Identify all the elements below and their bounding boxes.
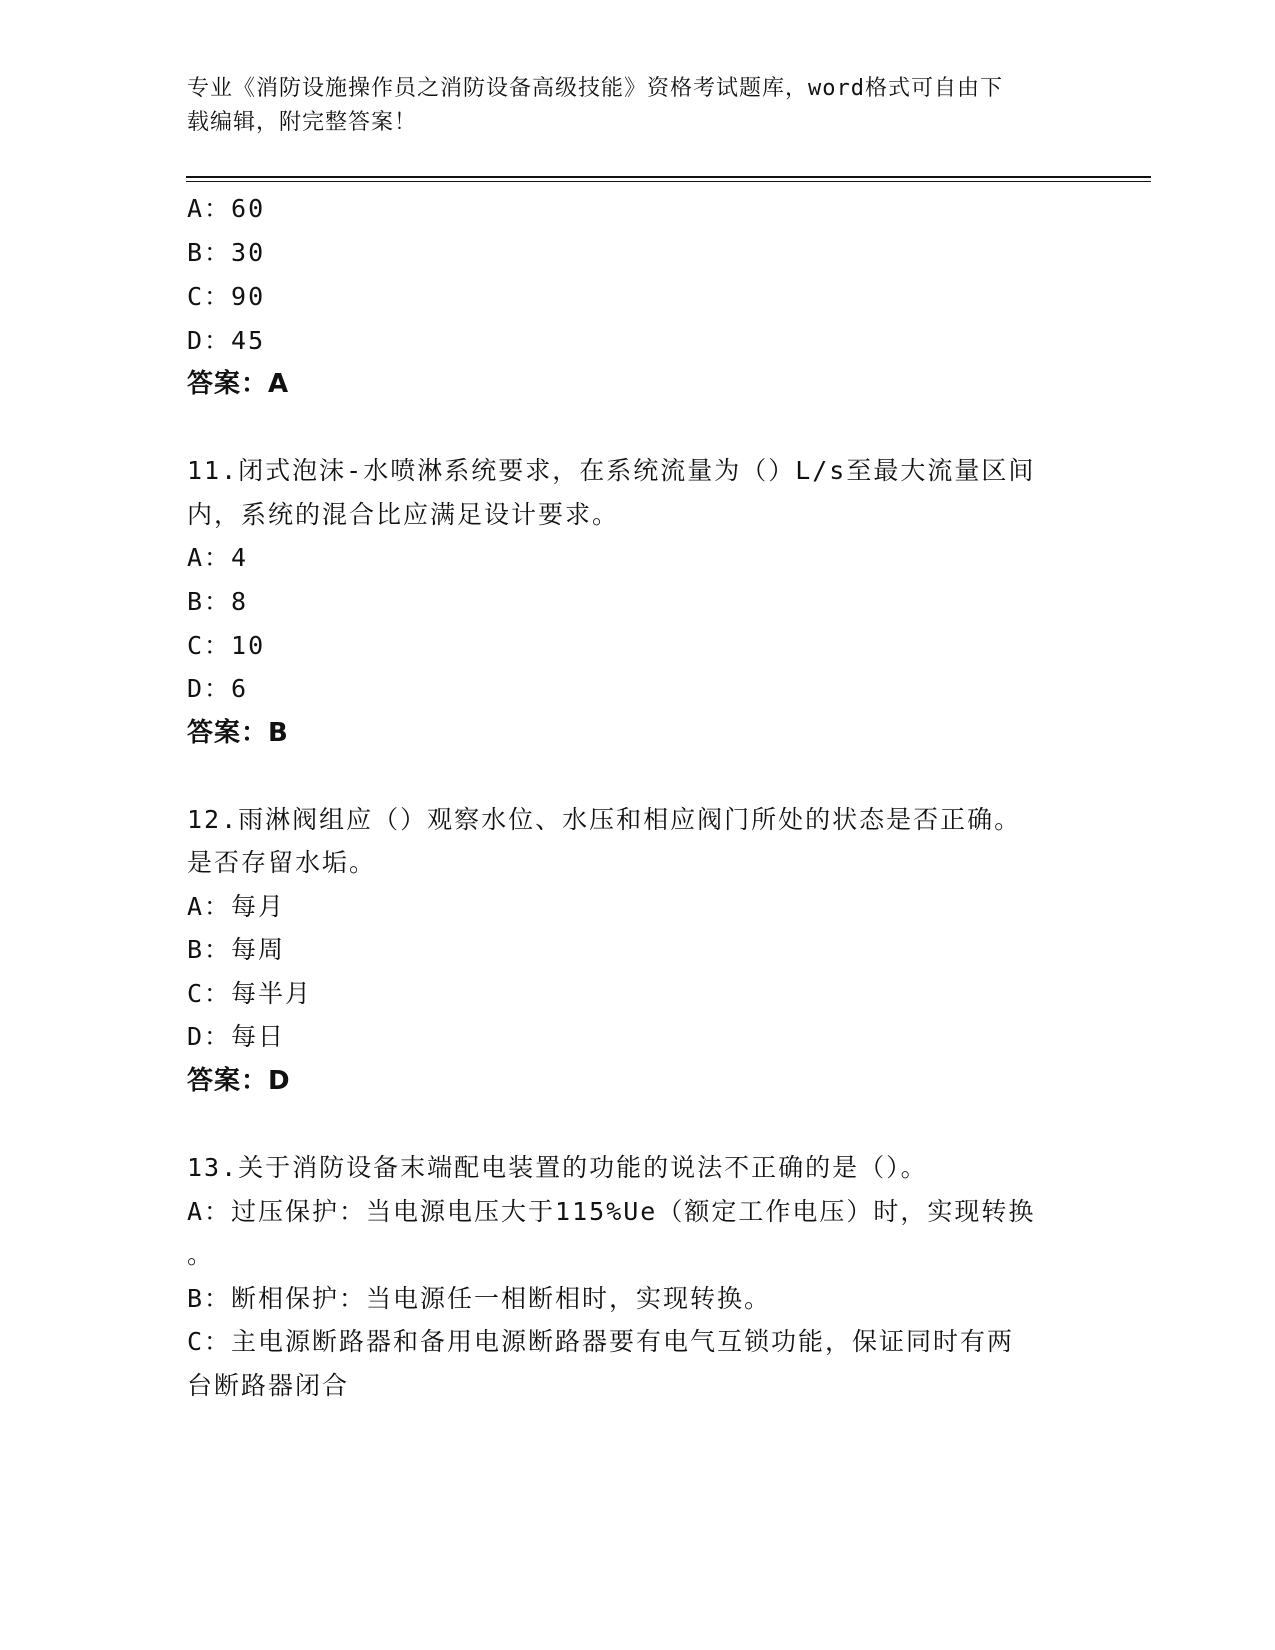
q12-option-b: B：每周: [187, 935, 286, 964]
header-line-1: 专业《消防设施操作员之消防设备高级技能》资格考试题库，word格式可自由下: [187, 76, 1003, 101]
q11-option-c: C：10: [187, 631, 266, 660]
q10-option-d: D：45: [187, 326, 266, 355]
header-line-2: 载编辑，附完整答案！: [187, 110, 418, 135]
q12-option-d: D：每日: [187, 1022, 286, 1051]
q11-option-d: D：6: [187, 674, 249, 703]
q11-answer: 答案：B: [187, 718, 289, 748]
q12-answer: 答案：D: [187, 1066, 291, 1096]
q10-option-a: A：60: [187, 194, 266, 223]
q10-answer: 答案：A: [187, 369, 290, 399]
header-divider-thin: [186, 181, 1151, 182]
q12-stem-line-1: 12.雨淋阀组应（）观察水位、水压和相应阀门所处的状态是否正确。: [187, 805, 1022, 834]
q12-option-a: A：每月: [187, 892, 286, 921]
q10-option-b: B：30: [187, 238, 266, 267]
q11-stem-line-2: 内，系统的混合比应满足设计要求。: [187, 500, 620, 529]
q12-stem-line-2: 是否存留水垢。: [187, 848, 377, 877]
q13-stem-line-1: 13.关于消防设备末端配电装置的功能的说法不正确的是（）。: [187, 1153, 928, 1182]
document-header: [187, 72, 1067, 140]
q13-option-b: B：断相保护：当电源任一相断相时，实现转换。: [187, 1284, 772, 1313]
q11-option-b: B：8: [187, 587, 249, 616]
q12-option-c: C：每半月: [187, 979, 313, 1008]
q13-option-c-line-1: C：主电源断路器和备用电源断路器要有电气互锁功能，保证同时有两: [187, 1327, 1015, 1356]
q13-option-a-line-1: A：过压保护：当电源电压大于115%Ue（额定工作电压）时，实现转换: [187, 1197, 1036, 1226]
q11-option-a: A：4: [187, 543, 249, 572]
header-divider-thick: [186, 176, 1151, 178]
q11-stem-line-1: 11.闭式泡沫-水喷淋系统要求，在系统流量为（）L/s至最大流量区间: [187, 456, 1036, 485]
q13-option-c-line-2: 台断路器闭合: [187, 1371, 350, 1400]
q10-option-c: C：90: [187, 282, 266, 311]
q13-option-a-line-2: 。: [187, 1240, 215, 1269]
